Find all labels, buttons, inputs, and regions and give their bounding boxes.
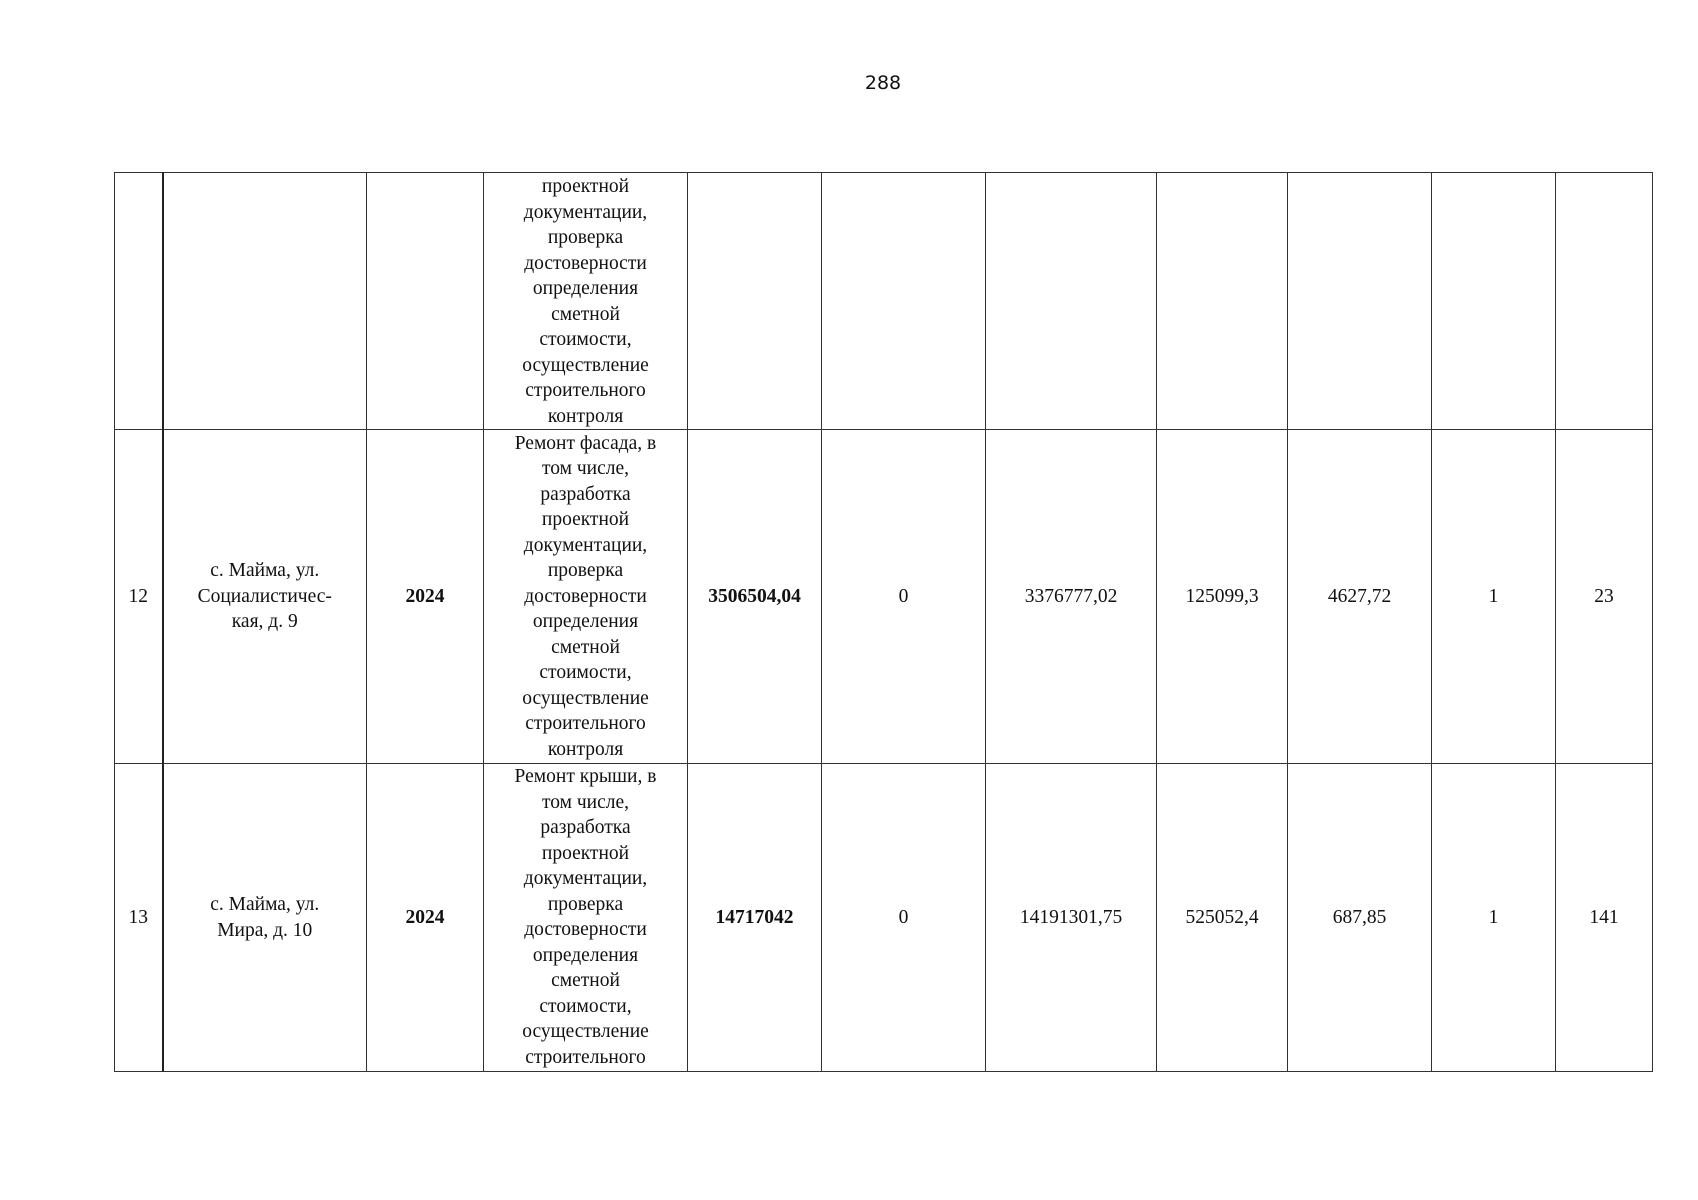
row-number-cell: [115, 173, 163, 430]
table-row: [115, 764, 1653, 1072]
year-cell: [367, 173, 484, 430]
value-cell: [1556, 173, 1653, 430]
value-cell: 1: [1432, 430, 1556, 764]
value-cell: 23: [1556, 430, 1653, 764]
value-cell: 1: [1432, 764, 1556, 1072]
value-cell: 4627,72: [1288, 430, 1432, 764]
value-cell: 525052,4: [1157, 764, 1288, 1072]
year-cell: 2024: [367, 430, 484, 764]
value-cell: [822, 173, 986, 430]
year-cell: 2024: [367, 764, 484, 1072]
address-cell: с. Майма, ул. Мира, д. 10: [163, 764, 367, 1072]
address-cell: [163, 173, 367, 430]
value-cell: [986, 173, 1157, 430]
work-description-cell: проектной документации, проверка достоверности определения сметной стоимости, осуществление строительного контроля: [484, 173, 688, 430]
total-cost-cell: 3506504,04: [688, 430, 822, 764]
value-cell: 0: [822, 764, 986, 1072]
row-number-cell: 13: [115, 764, 163, 1072]
work-description-cell: Ремонт крыши, в том числе, разработка проектной документации, проверка достоверности определения сметной стоимости, осуществление строительного: [484, 764, 688, 1072]
table-row: [115, 430, 1653, 764]
page-number: 288: [864, 72, 902, 94]
work-description-cell: Ремонт фасада, в том числе, разработка проектной документации, проверка достоверности определения сметной стоимости, осуществление строительного контроля: [484, 430, 688, 764]
address-cell: с. Майма, ул. Социалистичес- кая, д. 9: [163, 430, 367, 764]
value-cell: 3376777,02: [986, 430, 1157, 764]
value-cell: 14191301,75: [986, 764, 1157, 1072]
total-cost-cell: [688, 173, 822, 430]
value-cell: 125099,3: [1157, 430, 1288, 764]
row-number-cell: 12: [115, 430, 163, 764]
table-row: [115, 173, 1653, 430]
value-cell: 0: [822, 430, 986, 764]
value-cell: 687,85: [1288, 764, 1432, 1072]
value-cell: [1157, 173, 1288, 430]
value-cell: [1432, 173, 1556, 430]
value-cell: [1288, 173, 1432, 430]
repair-schedule-table: [114, 172, 1653, 1072]
value-cell: 141: [1556, 764, 1653, 1072]
total-cost-cell: 14717042: [688, 764, 822, 1072]
